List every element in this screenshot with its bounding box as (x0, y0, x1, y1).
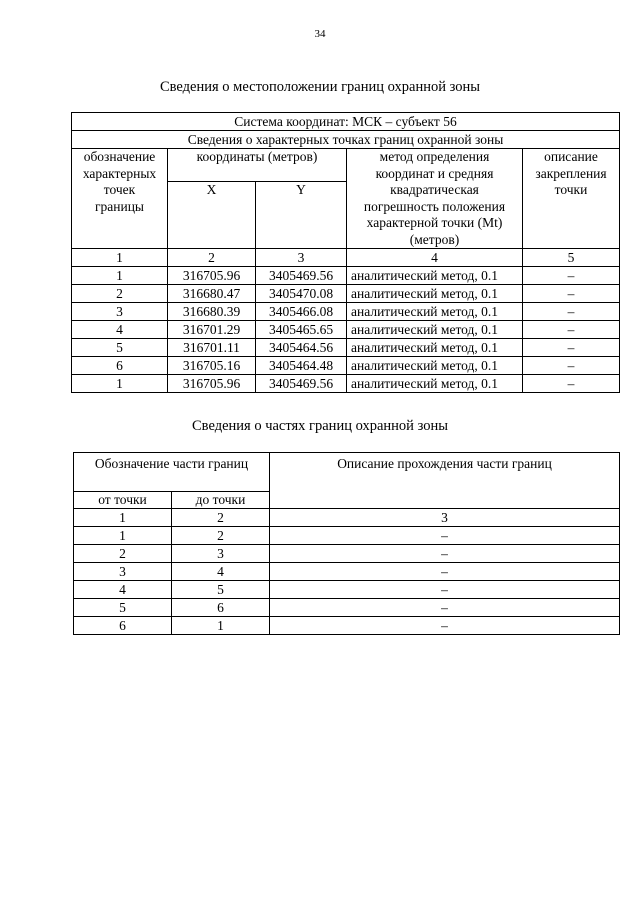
table-row: 2 3 – (74, 545, 620, 563)
table-row: 6 1 – (74, 617, 620, 635)
boundary-parts-table (73, 452, 620, 635)
header-from-point: от точки (74, 492, 172, 509)
table-row: 1 2 – (74, 527, 620, 545)
column-numbers-row: 1 2 3 4 5 (72, 249, 620, 267)
header-x: X (168, 182, 256, 249)
table-row: 3 316680.39 3405466.08 аналитический метод, 0.1 – (72, 303, 620, 321)
table-row: 4 316701.29 3405465.65 аналитический метод, 0.1 – (72, 321, 620, 339)
boundary-points-table (71, 112, 620, 393)
column-numbers-row: 1 2 3 (74, 509, 620, 527)
section-title-location: Сведения о местоположении границ охранной зоны (159, 79, 480, 95)
coordinate-system-row: Система координат: МСК – субъект 56 (72, 113, 620, 131)
characteristic-points-row: Сведения о характерных точках границ охранной зоны (72, 131, 620, 149)
table-row: 1 316705.96 3405469.56 аналитический метод, 0.1 – (72, 267, 620, 285)
table-row: 5 6 – (74, 599, 620, 617)
section-title-parts: Сведения о частях границ охранной зоны (192, 418, 448, 434)
table-row: 2 316680.47 3405470.08 аналитический метод, 0.1 – (72, 285, 620, 303)
table-row: 3 4 – (74, 563, 620, 581)
header-coordinates: координаты (метров) (168, 149, 347, 182)
header-to-point: до точки (172, 492, 270, 509)
page-number: 34 (314, 28, 326, 40)
header-method: метод определения координат и средняя квадратическая погрешность положения характерной точки (Mt) (метров) (347, 149, 523, 249)
header-description: описание закрепления точки (523, 149, 620, 249)
table-row: 4 5 – (74, 581, 620, 599)
header-designation: обозначение характерных точек границы (72, 149, 168, 249)
header-part-designation: Обозначение части границ (74, 453, 270, 492)
table-row: 6 316705.16 3405464.48 аналитический метод, 0.1 – (72, 357, 620, 375)
header-y: Y (256, 182, 347, 249)
table-row: 1 316705.96 3405469.56 аналитический метод, 0.1 – (72, 375, 620, 393)
table-row: 5 316701.11 3405464.56 аналитический метод, 0.1 – (72, 339, 620, 357)
header-part-description: Описание прохождения части границ (270, 453, 620, 509)
